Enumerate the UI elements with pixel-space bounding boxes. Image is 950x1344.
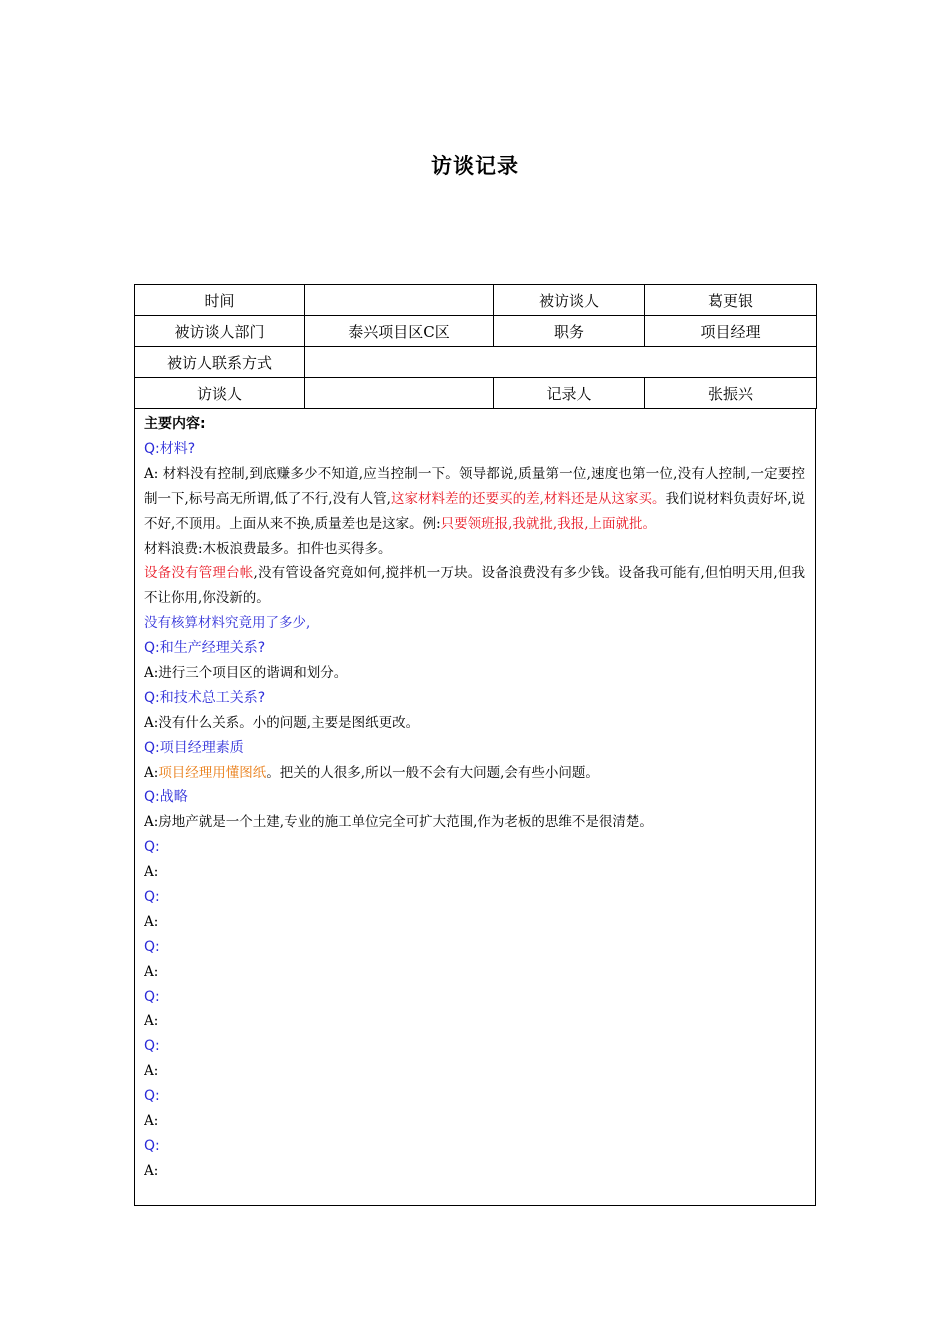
interviewee-value: 葛更银: [645, 285, 817, 316]
answer-text: 我们说材料负责好坏,说不好,不顶用。上面从来不换,质量差也是这家。例:: [144, 490, 805, 532]
interviewee-label: 被访谈人: [494, 285, 645, 316]
department-value: 泰兴项目区C区: [305, 316, 494, 347]
answer-equipment: [144, 561, 805, 611]
empty-answer: A:: [144, 864, 159, 881]
highlight-red: 只要领班报,我就批,我报,上面就批。: [440, 515, 657, 532]
question-production-manager: Q:和生产经理关系?: [144, 640, 266, 657]
question-materials: Q:材料?: [144, 440, 196, 457]
question-strategy: Q:战略: [144, 789, 188, 806]
answer-text: A: 材料没有控制,到底赚多少不知道,应当控制一下。领导都说,质量第一位,速度也第一位,没有人控制,一定要控制一下,标号高无所谓,低了不行,没有人管,: [144, 465, 805, 507]
page-title: 访谈记录: [431, 154, 519, 178]
empty-answer: A:: [144, 1162, 159, 1179]
empty-answer: A:: [144, 1013, 159, 1030]
highlight-red: 这家材料差的还要买的差,材料还是从这家买。: [390, 490, 666, 507]
empty-answer: A:: [144, 913, 159, 930]
interview-info-table: [134, 284, 817, 409]
position-value: 项目经理: [645, 316, 817, 347]
empty-question: Q:: [144, 1038, 160, 1055]
contact-value: [305, 347, 817, 378]
answer-accounting-note: 没有核算材料究竟用了多少,: [144, 615, 311, 632]
question-chief-engineer: Q:和技术总工关系?: [144, 689, 266, 706]
answer-production-manager: A:进行三个项目区的谐调和划分。: [144, 664, 348, 681]
interviewer-value: [305, 378, 494, 409]
answer-text: 。把关的人很多,所以一般不会有大问题,会有些小问题。: [266, 764, 599, 781]
answer-materials: [144, 462, 805, 537]
recorder-value: 张振兴: [645, 378, 817, 409]
answer-material-waste: 材料浪费:木板浪费最多。扣件也买得多。: [144, 540, 392, 557]
answer-prefix: A:: [144, 764, 159, 781]
answer-chief-engineer: A:没有什么关系。小的问题,主要是图纸更改。: [144, 714, 420, 731]
empty-question: Q:: [144, 1088, 160, 1105]
answer-strategy: A:房地产就是一个土建,专业的施工单位完全可扩大范围,作为老板的思维不是很清楚。: [144, 814, 653, 831]
table-row: [135, 378, 817, 409]
time-label: 时间: [135, 285, 305, 316]
highlight-red: 设备没有管理台帐: [144, 565, 254, 582]
department-label: 被访谈人部门: [135, 316, 305, 347]
empty-question: Q:: [144, 889, 160, 905]
table-row: [135, 316, 817, 347]
empty-question: Q:: [144, 938, 160, 955]
answer-pm-quality: [144, 761, 805, 786]
contact-label: 被访人联系方式: [135, 347, 305, 378]
empty-answer: A:: [144, 1113, 159, 1130]
empty-question: Q:: [144, 839, 160, 856]
question-pm-quality: Q:项目经理素质: [144, 739, 244, 756]
content-heading: 主要内容:: [144, 416, 206, 432]
highlight-orange: 项目经理用懂图纸: [158, 764, 267, 781]
interviewer-label: 访谈人: [135, 378, 305, 409]
empty-question: Q:: [144, 1137, 160, 1154]
table-row: [135, 347, 817, 378]
empty-answer: A:: [144, 963, 159, 980]
recorder-label: 记录人: [494, 378, 645, 409]
position-label: 职务: [494, 316, 645, 347]
time-value: [305, 285, 494, 316]
empty-answer: A:: [144, 1063, 159, 1080]
main-content-cell: [134, 409, 816, 1206]
answer-text: ,没有管设备究竟如何,搅拌机一万块。设备浪费没有多少钱。设备我可能有,但怕明天用,但我不让你用,你没新的。: [144, 565, 805, 607]
empty-question: Q:: [144, 988, 160, 1005]
table-row: [135, 285, 817, 316]
